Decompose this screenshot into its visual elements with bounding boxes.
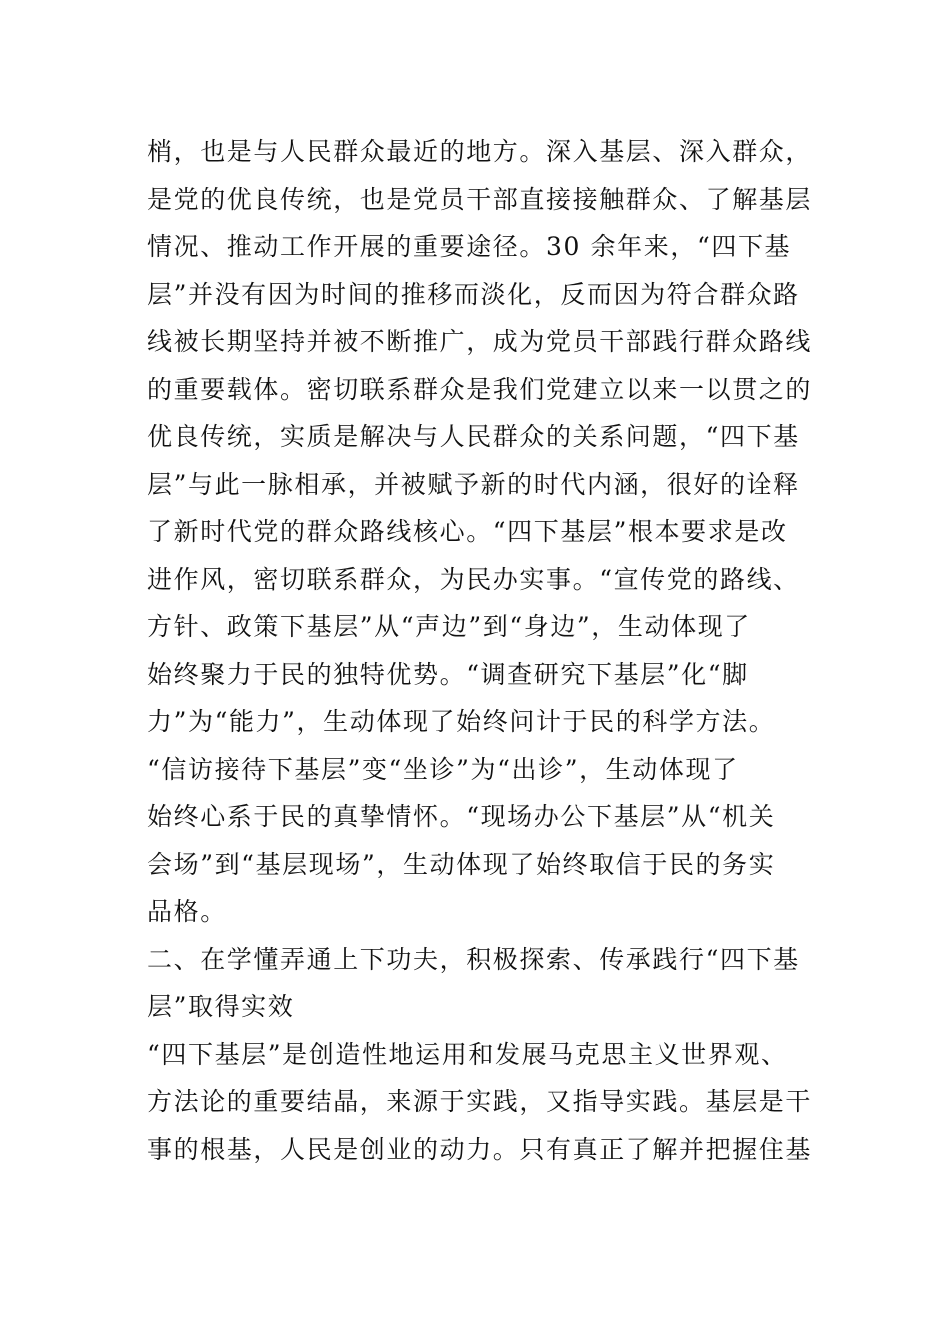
body-text — [147, 128, 813, 1173]
text-line: 力”为“能力”，生动体现了始终问计于民的科学方法。 — [147, 707, 776, 736]
text-line: 方法论的重要结晶，来源于实践，又指导实践。基层是干 — [147, 1087, 813, 1116]
text-line: 方针、政策下基层”从“声边”到“身边”，生动体现了 — [147, 612, 751, 641]
text-line: 是党的优良传统，也是党员干部直接接触群众、了解基层 — [147, 184, 813, 214]
text-line: 进作风，密切联系群众，为民办实事。“宣传党的路线、 — [147, 564, 800, 594]
text-line: 了新时代党的群众路线核心。“四下基层”根本要求是改 — [147, 517, 788, 546]
text-line: 事的根基，人民是创业的动力。只有真正了解并把握住基 — [147, 1134, 813, 1164]
text-line: 始终心系于民的真挚情怀。“现场办公下基层”从“机关 — [147, 802, 776, 831]
text-line: “四下基层”是创造性地运用和发展马克思主义世界观、 — [147, 1039, 788, 1069]
text-line: 线被长期坚持并被不断推广，成为党员干部践行群众路线 — [147, 327, 813, 356]
section-heading-line: 二、在学懂弄通上下功夫，积极探索、传承践行“四下基 — [147, 944, 800, 974]
text-line: 梢，也是与人民群众最近的地方。深入基层、深入群众， — [147, 137, 813, 166]
text-line: 会场”到“基层现场”，生动体现了始终取信于民的务实 — [147, 849, 776, 879]
text-line: 层”并没有因为时间的推移而淡化，反而因为符合群众路 — [147, 279, 800, 309]
text-line: 情况、推动工作开展的重要途径。30 余年来，“四下基 — [147, 232, 792, 261]
text-line: 始终聚力于民的独特优势。“调查研究下基层”化“脚 — [147, 659, 749, 689]
text-line: “信访接待下基层”变“坐诊”为“出诊”，生动体现了 — [147, 754, 739, 784]
section-heading-line: 层”取得实效 — [147, 992, 295, 1021]
text-line: 品格。 — [147, 897, 227, 926]
text-line: 的重要载体。密切联系群众是我们党建立以来一以贯之的 — [147, 374, 813, 404]
text-line: 层”与此一脉相承，并被赋予新的时代内涵，很好的诠释 — [147, 469, 800, 499]
text-line: 优良传统，实质是解决与人民群众的关系问题，“四下基 — [147, 422, 800, 451]
